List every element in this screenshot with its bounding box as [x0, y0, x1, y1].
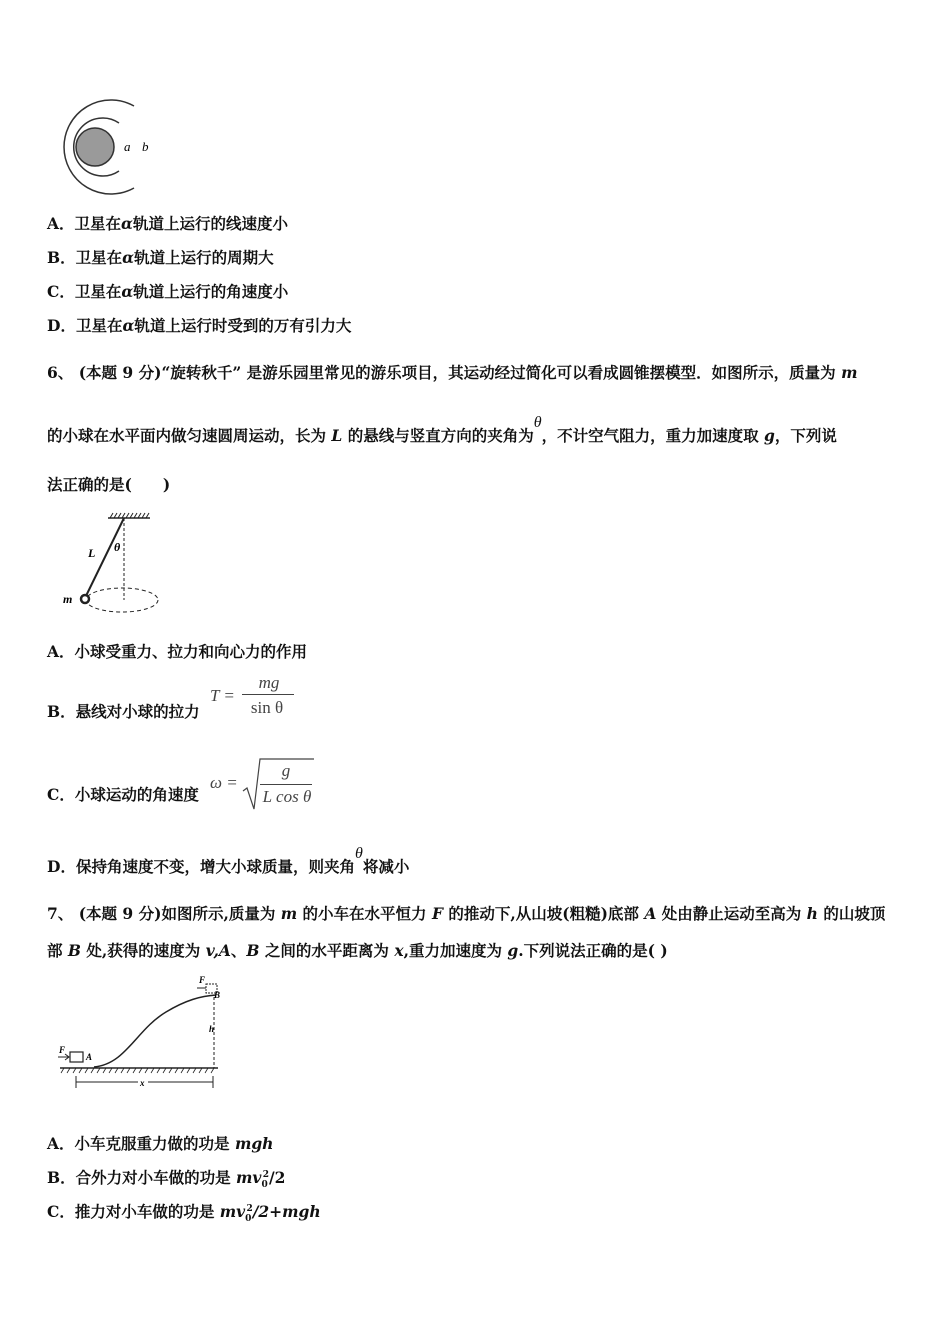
svg-text:h: h [209, 1024, 215, 1034]
hill-figure [56, 970, 222, 1092]
q6-stem-line1: 6、 (本题 9 分)“旋转秋千” 是游乐园里常见的游乐项目，其运动经过简化可以看成圆锥摆模型．如图所示，质量为 m [47, 363, 858, 382]
q5-option-a: A．卫星在α轨道上运行的线速度小 [47, 214, 288, 233]
circular-path [86, 588, 158, 612]
label-theta: θ [114, 540, 121, 554]
formula-angular-velocity: ω = g L cos θ [210, 755, 320, 811]
q7-option-b: B．合外力对小车做的功是 $mv_0^2/2$ [47, 1168, 286, 1191]
q6-stem-line3: 法正确的是( ) [47, 475, 171, 494]
hill-slope [94, 995, 216, 1067]
svg-text:A: A [86, 1052, 93, 1062]
q6-option-d: D．保持角速度不变，增大小球质量，则夹角θ将减小 [47, 845, 410, 876]
q7-option-c: C．推力对小车做的功是 $mv_0^2/2+mgh$ [47, 1202, 321, 1225]
q5-option-b: B．卫星在α轨道上运行的周期大 [47, 248, 274, 267]
label-m: m [63, 592, 73, 606]
svg-text:F: F [199, 975, 206, 985]
svg-text:x: x [140, 1078, 145, 1088]
cart-bottom [70, 1052, 83, 1062]
q5-option-c: C．卫星在α轨道上运行的角速度小 [47, 282, 289, 301]
orbit-figure [44, 96, 164, 200]
q7-option-a: A．小车克服重力做的功是 mgh [47, 1134, 274, 1153]
svg-text:B: B [213, 990, 220, 1000]
label-L: L [88, 546, 96, 560]
orbit-label-b: b [142, 139, 149, 154]
orbit-label-a: a [124, 139, 131, 154]
q6-option-a: A．小球受重力、拉力和向心力的作用 [47, 642, 308, 661]
q7-stem-line2: 部 B 处,获得的速度为 v,A、B 之间的水平距离为 x,重力加速度为 g.下列说法正确的是( ) [47, 941, 668, 960]
q5-option-d: D．卫星在α轨道上运行时受到的万有引力大 [47, 316, 352, 335]
q6-stem-line2: 的小球在水平面内做匀速圆周运动，长为 L 的悬线与竖直方向的夹角为θ，不计空气阻力，重力加速度取 g，下列说 [47, 414, 837, 445]
conical-pendulum-figure [56, 510, 166, 618]
ball [81, 595, 89, 603]
planet [76, 128, 114, 166]
q7-stem-line1: 7、 (本题 9 分)如图所示,质量为 m 的小车在水平恒力 F 的推动下,从山坡(粗糙)底部 A 处由静止运动至高为 h 的山坡顶 [47, 904, 886, 923]
q6-option-b: B．悬线对小球的拉力 [47, 702, 200, 721]
svg-text:F: F [59, 1045, 66, 1055]
q6-option-c: C．小球运动的角速度 [47, 785, 199, 804]
